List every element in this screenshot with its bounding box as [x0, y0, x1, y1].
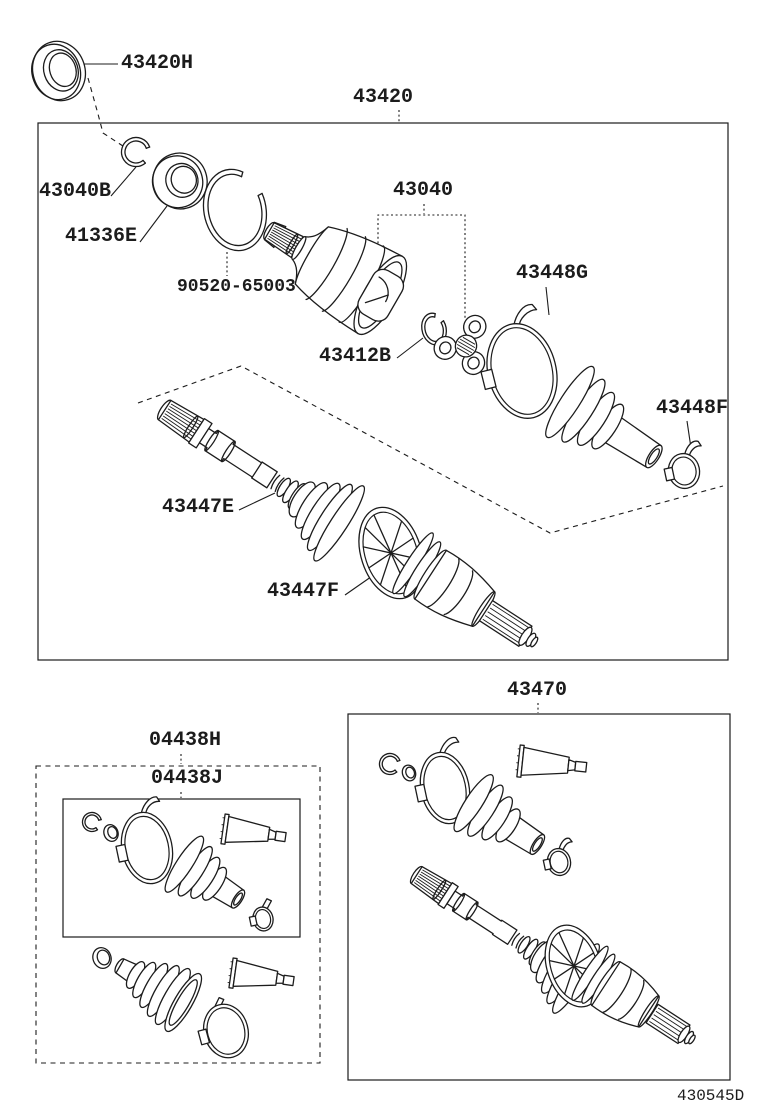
outboard-joint-drawing [388, 530, 555, 674]
callout-boot-kit-outer[interactable]: 04438H [149, 729, 222, 752]
snap-ring-43040b-drawing [118, 134, 151, 169]
inboard-joint-drawing [244, 191, 417, 342]
snap-ring-90520-drawing [196, 163, 274, 256]
kit-h-boot [100, 936, 207, 1036]
callout-shaft-boot-clamp-small[interactable]: 43447E [162, 496, 235, 519]
kit-j-ring [102, 823, 121, 844]
callout-drive-shaft-assy[interactable]: 43420 [353, 86, 414, 109]
kit-j-grease-tube [219, 814, 288, 853]
kit-j-boot [160, 832, 260, 929]
kit-470-small-clamp [540, 837, 579, 878]
callout-boot-kit-inner[interactable]: 04438J [151, 767, 224, 790]
drive-shaft-inner-drawing [137, 371, 370, 566]
callout-bearing[interactable]: 41336E [65, 225, 138, 248]
kit-470-snap-ring [377, 751, 401, 776]
kit-j-large-clamp [108, 795, 179, 889]
callout-inboard-joint[interactable]: 43040 [393, 179, 454, 202]
kit-j-snap-ring [80, 810, 103, 834]
kit-470-grease-tube [515, 745, 588, 784]
callout-oil-seal[interactable]: 43420H [121, 52, 194, 75]
callout-outboard-boot-clamp[interactable]: 43448F [656, 397, 729, 420]
kit-h-grease-tube [227, 958, 296, 997]
kit-j-small-clamp [246, 898, 277, 934]
callout-joint-snap-ring[interactable]: 43412B [319, 345, 392, 368]
kit-h-clamp-ring [191, 992, 254, 1064]
seal-reference-line [88, 78, 126, 148]
callout-shaft-boot-clamp-large[interactable]: 43447F [267, 580, 340, 603]
kit-470-ring [400, 763, 418, 782]
callout-hole-snap-ring[interactable]: 90520-65003 [177, 277, 296, 297]
callout-outboard-shaft-assy[interactable]: 43470 [507, 679, 568, 702]
drawing-code: 430545D [677, 1087, 745, 1105]
callout-inboard-boot-clamp[interactable]: 43448G [516, 262, 589, 285]
callout-shaft-snap-ring[interactable]: 43040B [39, 180, 112, 203]
kit-h-ring [90, 945, 114, 971]
oil-seal-drawing [24, 34, 93, 107]
outboard-boot-drawing [539, 362, 681, 495]
boot-clamp-43448f-drawing [660, 440, 709, 492]
